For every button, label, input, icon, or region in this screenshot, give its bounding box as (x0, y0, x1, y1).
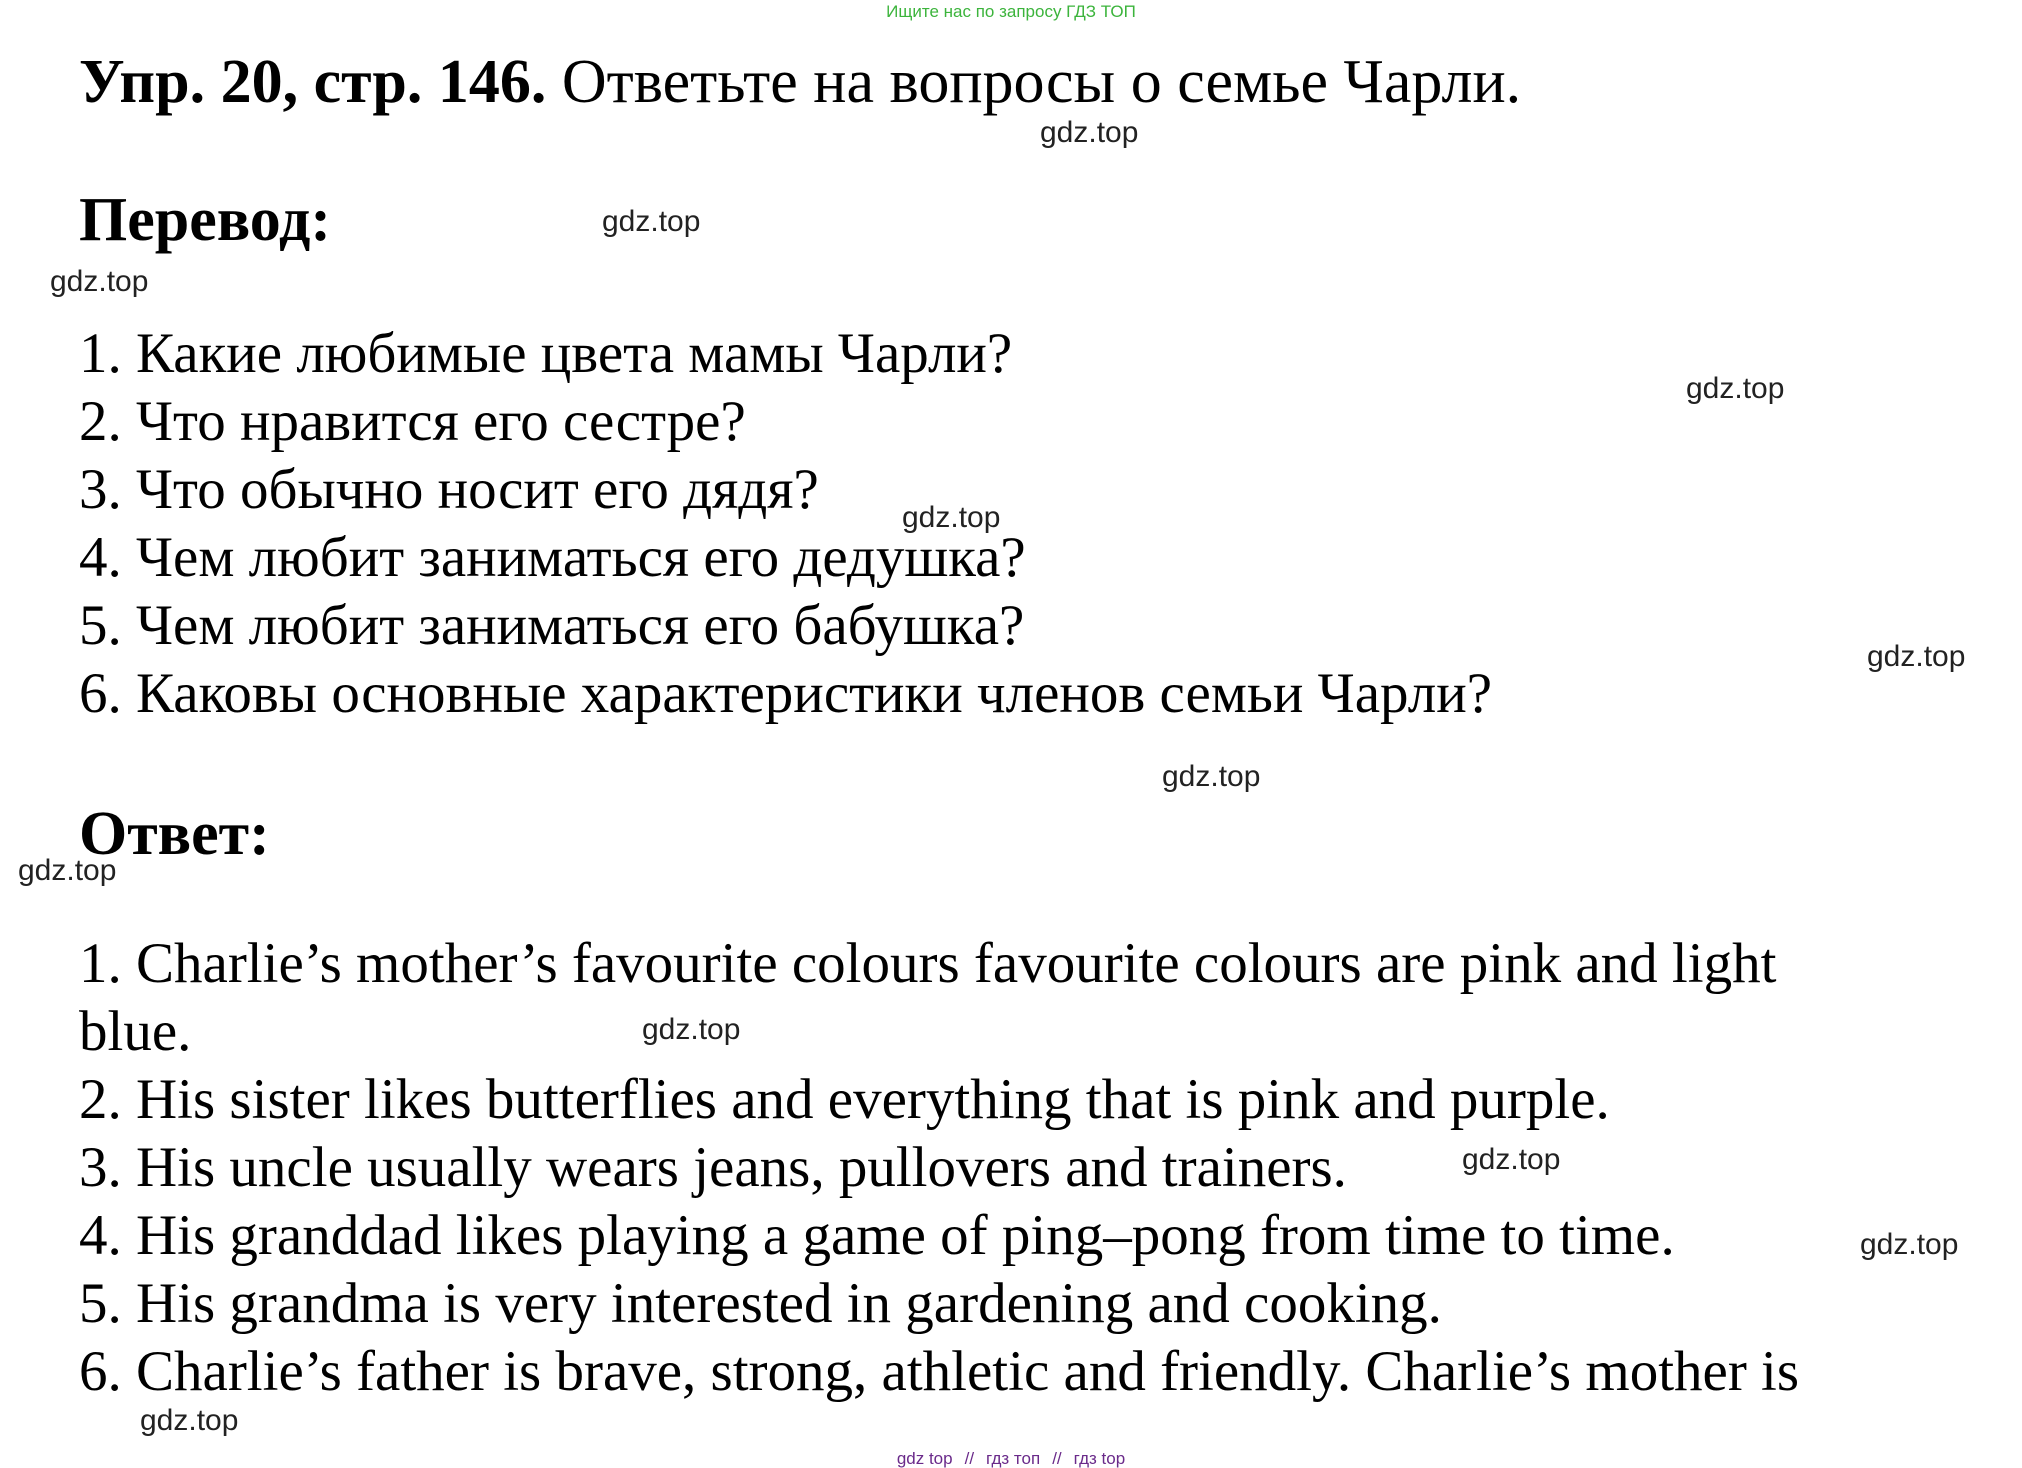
watermark-text: gdz.top (1040, 116, 1139, 149)
watermark-text: gdz.top (18, 854, 117, 887)
footer-links (0, 1450, 2022, 1467)
footer-link[interactable]: gdz top (896, 1449, 953, 1468)
watermark-text: gdz.top (602, 205, 701, 238)
translation-item: 3. Что обычно носит его дядя? (79, 458, 819, 521)
answer-item: 2. His sister likes butterflies and everything that is pink and purple. (79, 1068, 1610, 1131)
exercise-instruction: Ответьте на вопросы о семье Чарли. (546, 48, 1522, 116)
answer-item: 5. His grandma is very interested in gardening and cooking. (79, 1272, 1442, 1335)
answer-heading: Ответ: (79, 800, 270, 868)
answer-item: 6. Charlie’s father is brave, strong, athletic and friendly. Charlie’s mother is (79, 1340, 1800, 1403)
exercise-title (79, 48, 1521, 116)
footer-link[interactable]: гдз top (1073, 1449, 1126, 1468)
watermark-text: gdz.top (1860, 1228, 1959, 1261)
footer-separator: // (1052, 1449, 1062, 1468)
translation-item: 4. Чем любит заниматься его дедушка? (79, 526, 1026, 589)
watermark-text: gdz.top (1686, 372, 1785, 405)
translation-item: 6. Каковы основные характеристики членов семьи Чарли? (79, 662, 1493, 725)
footer-link[interactable]: гдз топ (986, 1449, 1041, 1468)
answer-item: 3. His uncle usually wears jeans, pullovers and trainers. (79, 1136, 1347, 1199)
translation-item: 5. Чем любит заниматься его бабушка? (79, 594, 1025, 657)
answer-item-continuation: blue. (79, 1000, 192, 1063)
watermark-text: gdz.top (1162, 760, 1261, 793)
watermark-text: gdz.top (1867, 640, 1966, 673)
answer-item: 4. His granddad likes playing a game of ping–pong from time to time. (79, 1204, 1675, 1267)
translation-heading: Перевод: (79, 186, 332, 254)
translation-item: 2. Что нравится его сестре? (79, 390, 746, 453)
footer-separator: // (964, 1449, 975, 1468)
top-banner-link[interactable]: Ищите нас по запросу ГДЗ ТОП (886, 2, 1136, 21)
translation-item: 1. Какие любимые цвета мамы Чарли? (79, 322, 1013, 385)
watermark-text: gdz.top (140, 1404, 239, 1437)
exercise-number: Упр. 20, стр. 146. (79, 48, 547, 116)
watermark-text: gdz.top (1462, 1143, 1561, 1176)
answer-item: 1. Charlie’s mother’s favourite colours favourite colours are pink and light (79, 932, 1777, 995)
watermark-text: gdz.top (902, 501, 1001, 534)
watermark-text: gdz.top (50, 265, 149, 298)
watermark-text: gdz.top (642, 1013, 741, 1046)
